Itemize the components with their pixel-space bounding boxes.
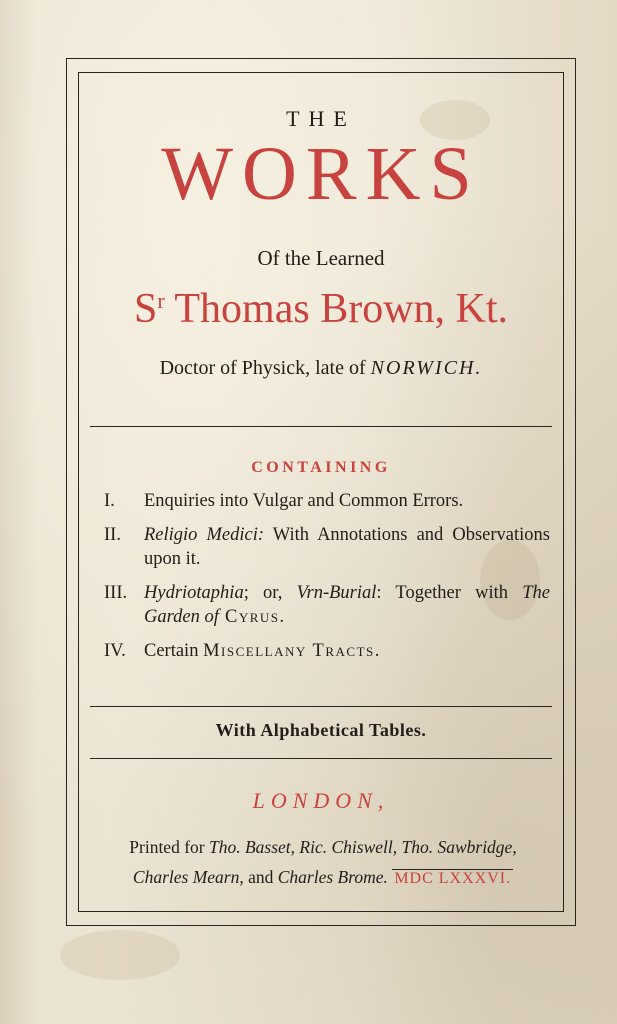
doctor-place: NORWICH. [370,357,483,379]
author-surname: Thomas Brown, Kt. [164,286,509,332]
imprint-place: LONDON, [252,788,390,813]
item-italic: Religio Medici: [144,525,265,545]
item-small-caps: Miscellany Tracts. [203,641,381,661]
item-plain: Certain [144,641,204,661]
item-text: Enquiries into Vulgar and Common Errors. [144,491,464,511]
item-small-caps: Cyrus. [218,607,286,627]
item-plain: With Annotations and Observations upon it. [144,525,550,569]
imprint [84,832,562,894]
rule-middle-top [90,706,552,707]
item-text [144,523,550,571]
title-content [80,74,562,910]
printed-for: Printed for [129,837,209,857]
rule-middle-bottom [90,758,552,759]
printer-brome: Charles Brome. [277,867,388,887]
item-plain: : Together with [376,583,523,603]
item-italic: Hydriotaphia [144,583,244,603]
item-number: II. [104,525,121,545]
contents-list [104,489,550,673]
doctor-line [80,357,562,380]
item-italic: The Garden of [144,583,550,627]
alphabetical-tables: With Alphabetical Tables. [215,720,427,740]
imprint-line-2 [84,862,562,894]
list-item [104,581,550,629]
imprint-line-1 [84,832,562,862]
item-italic: Vrn-Burial [296,583,377,603]
item-text [144,639,550,663]
list-item [104,639,550,663]
list-item [104,489,550,513]
item-text [144,581,550,629]
paper-stain [60,930,180,980]
printers-first: Tho. Basset, Ric. Chiswell, Tho. Sawbridge, [208,837,517,857]
item-plain: ; or, [243,583,297,603]
item-number: I. [104,491,115,511]
author-superscript: r [157,288,165,313]
imprint-and: and [243,867,278,887]
doctor-text: Doctor of Physick, late of [159,357,371,379]
rule-top [90,426,552,427]
printer-mearn: Charles Mearn, [132,867,244,887]
author-name [80,286,562,332]
imprint-date: MDC LXXXVI. [394,870,512,887]
author-prefix: S [133,286,158,332]
containing-heading: CONTAINING [251,459,391,476]
heading-the: THE [286,106,356,131]
list-item [104,523,550,571]
item-number: IV. [104,641,126,661]
item-number: III. [104,583,128,603]
heading-works: WORKS [161,132,481,216]
of-the-learned: Of the Learned [257,246,385,270]
